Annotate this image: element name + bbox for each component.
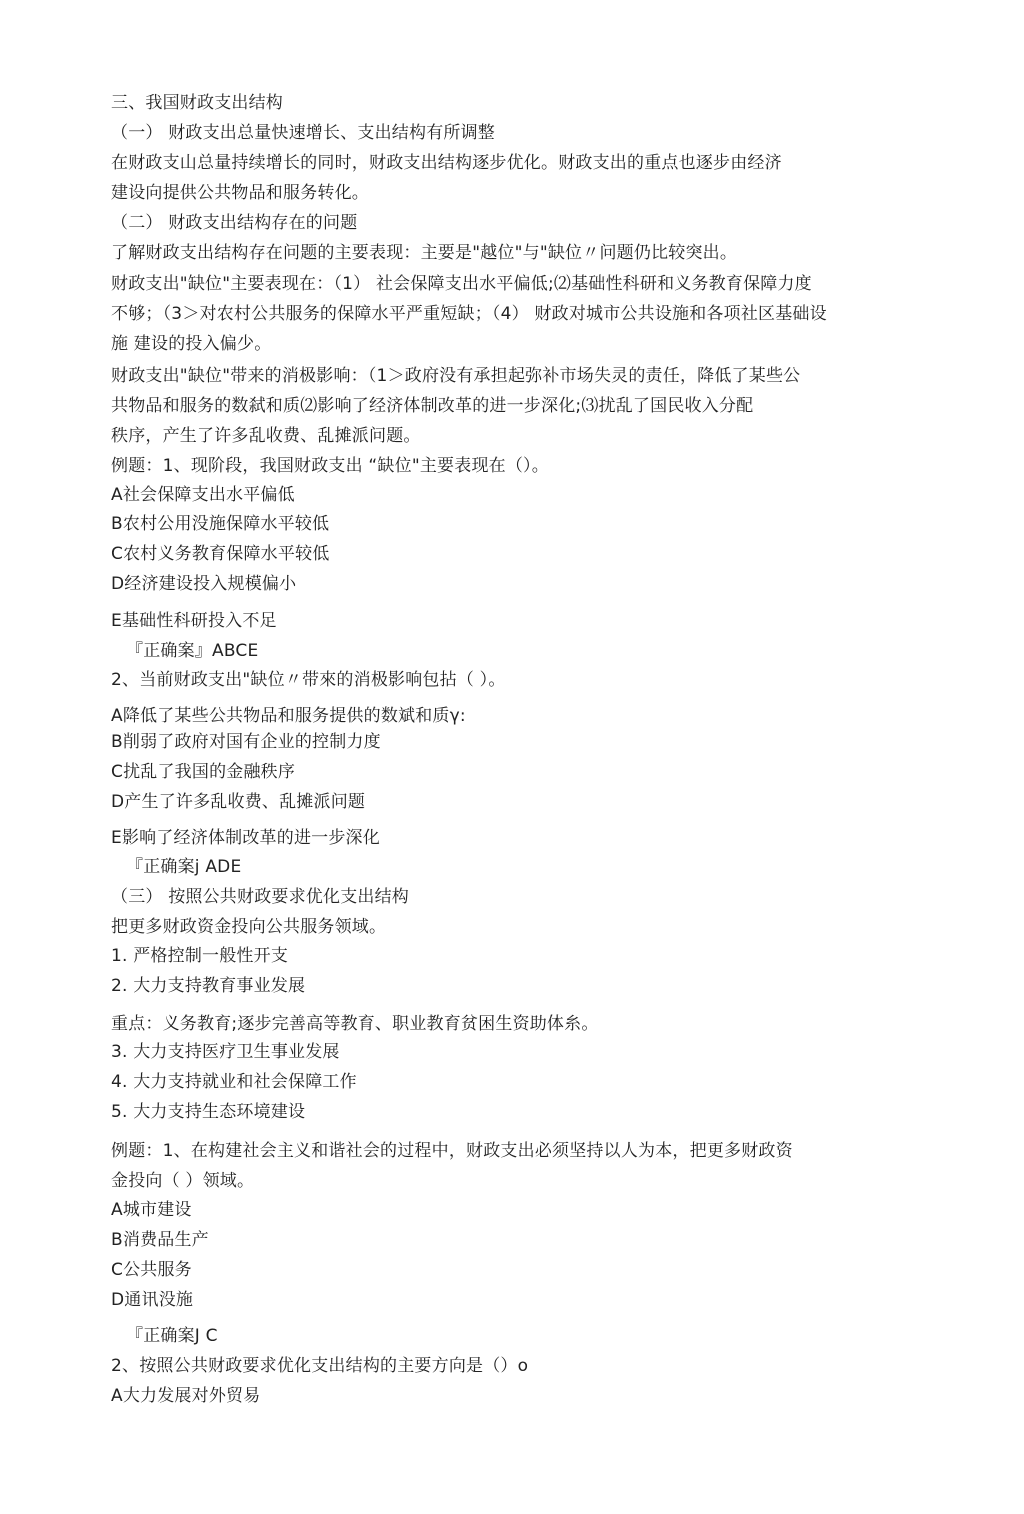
option-line: D通讯没施 — [111, 1290, 194, 1310]
paragraph-line: 共物品和服务的数弑和质⑵影响了经济体制改革的进一步深化;⑶扰乱了国民收入分配 — [111, 396, 754, 416]
option-line: B消费品生产 — [111, 1230, 209, 1250]
paragraph-line: 秩序，产生了许多乱收费、乱摊派问题。 — [111, 426, 421, 446]
option-line: E基础性科研投入不足 — [111, 611, 277, 631]
option-line: D经济建设投入规模偏小 — [111, 574, 297, 594]
paragraph-line: 了解财政支出结构存在问题的主要表现：主要是"越位"与"缺位〃问题仍比较突出。 — [111, 243, 738, 263]
answer-line: 『正确案J C — [126, 1326, 218, 1346]
question-line: 2、按照公共财政要求优化支出结构的主要方向是（）o — [111, 1356, 529, 1376]
list-item: 3. 大力支持医疗卫生事业发展 — [111, 1042, 340, 1062]
question-line: 2、当前财政支出"缺位〃带來的消极影响包拈（ ）。 — [111, 670, 506, 690]
list-item: 2. 大力支持教育事业发展 — [111, 976, 306, 996]
paragraph-line: 建设向提供公共物品和服务转化。 — [111, 183, 369, 203]
subsection-heading: （二） 财政支出结构存在的问题 — [111, 213, 358, 233]
paragraph-line: 财政支出"缺位"带来的消极影响：（1＞政府没有承担起弥补市场失灵的责任，降低了某些公 — [111, 366, 801, 386]
subsection-heading: （一） 财政支出总量快速增长、支出结构有所调整 — [111, 123, 496, 143]
option-line: C公共服务 — [111, 1260, 192, 1280]
option-line: B农村公用没施保障水平较低 — [111, 514, 330, 534]
question-line: 例题：1、现阶段，我国财政支出 “缺位"主要表现在（）。 — [111, 456, 549, 476]
paragraph-line: 施 建设的投入偏少。 — [111, 334, 272, 354]
list-item: 1. 严格控制一般性开支 — [111, 946, 289, 966]
option-line: A社会保障支出水平偏低 — [111, 485, 295, 505]
paragraph-line: 重点：义务教育;逐步完善高等教育、职业教育贫困生资助体糸。 — [111, 1014, 599, 1034]
list-item: 5. 大力支持生态环境建设 — [111, 1102, 306, 1122]
subsection-heading: （三） 按照公共财政要求优化支出结构 — [111, 887, 410, 907]
option-line: A城市建设 — [111, 1200, 192, 1220]
list-item: 4. 大力支持就业和社会保障工作 — [111, 1072, 357, 1092]
option-line: D产生了许多乱收费、乱摊派问题 — [111, 792, 366, 812]
answer-line: 『正确案j ADE — [126, 857, 242, 877]
paragraph-line: 财政支出"缺位"主要表现在：（1） 社会保障支出水平偏低;⑵基础性科研和义务教育保障力度 — [111, 274, 812, 294]
option-line: B削弱了政府对国有企业的控制力度 — [111, 732, 381, 752]
answer-line: 『正确案』ABCE — [126, 641, 259, 661]
option-line: A降低了某些公共物品和服务提供的数斌和质γ: — [111, 706, 466, 726]
option-line: A大力发展对外贸易 — [111, 1386, 261, 1406]
paragraph-line: 把更多财政资金投向公共服务领域。 — [111, 917, 387, 937]
option-line: C扰乱了我国的金融秩序 — [111, 762, 296, 782]
paragraph-line: 不够；（3＞对农村公共服务的保障水平严重短缺；（4） 财政对城市公共设施和各项社区基础设 — [111, 304, 827, 324]
section-heading: 三、我国财政支出结构 — [111, 93, 283, 113]
option-line: E影响了经济体制改革的进一步深化 — [111, 828, 380, 848]
question-line: 金投向（ ）领域。 — [111, 1171, 255, 1191]
question-line: 例题：1、在构建社会主义和谐社会的过程中，财政支出必须坚持以人为本，把更多财政资 — [111, 1141, 793, 1161]
option-line: C农村义务教育保障水平较低 — [111, 544, 330, 564]
paragraph-line: 在财政支山总量持续增长的同时，财政支出结构逐步优化。财政支出的重点也逐步由经济 — [111, 153, 782, 173]
